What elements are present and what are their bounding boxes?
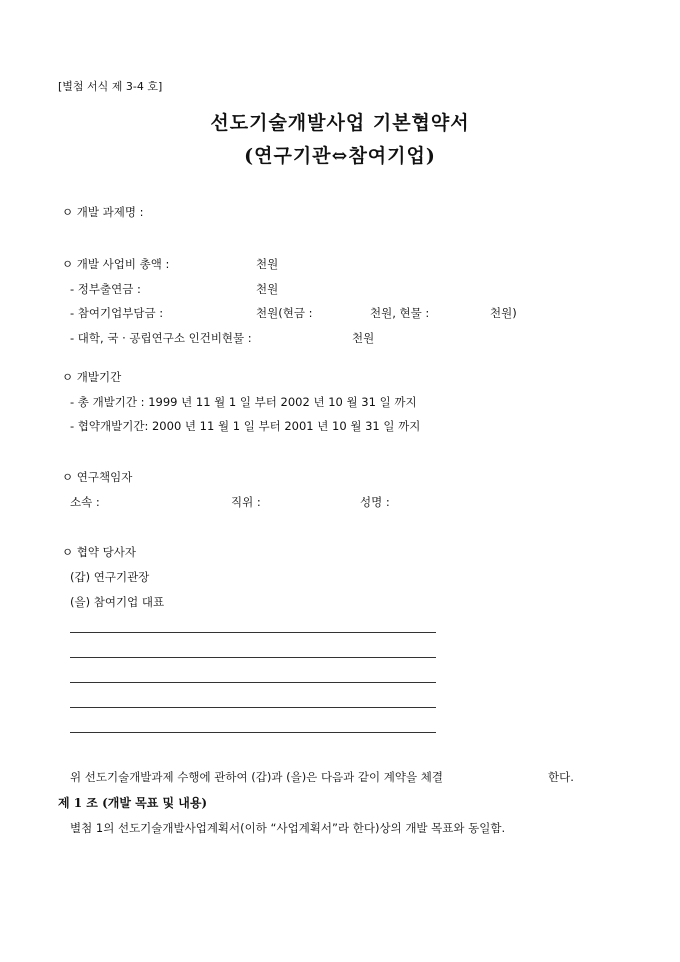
- article-1-title: 제 1 조 (개발 목표 및 내용): [58, 796, 208, 810]
- gov-funding-unit: 천원: [256, 282, 279, 296]
- univ-labor-unit: 천원: [352, 331, 375, 345]
- researcher-affiliation: 소속 :: [70, 495, 100, 509]
- party-a: (갑) 연구기관장: [70, 570, 150, 584]
- univ-labor-label: - 대학, 국 · 공립연구소 인건비현물 :: [70, 331, 252, 345]
- budget-total-unit: 천원: [256, 257, 279, 271]
- form-number: [별첨 서식 제 3-4 호]: [58, 80, 163, 93]
- article-1-body: 별첨 1의 선도기술개발사업계획서(이하 “사업계획서”라 한다)상의 개발 목표와 동일함.: [70, 821, 506, 835]
- company-share-label: - 참여기업부담금 :: [70, 306, 164, 320]
- document-title: 선도기술개발사업 기본협약서: [210, 112, 470, 134]
- party-b: (을) 참여기업 대표: [70, 595, 165, 609]
- gov-funding-label: - 정부출연금 :: [70, 282, 141, 296]
- researcher-name: 성명 :: [360, 495, 390, 509]
- parties-heading: ㅇ 협약 당사자: [62, 545, 136, 559]
- task-name-label: ㅇ 개발 과제명 :: [62, 205, 144, 219]
- signature-line: [70, 632, 436, 633]
- signature-line: [70, 732, 436, 733]
- signature-line: [70, 682, 436, 683]
- agreement-statement-end: 한다.: [548, 770, 574, 784]
- document-subtitle: (연구기관⇔참여기업): [244, 145, 436, 167]
- period-heading: ㅇ 개발기간: [62, 370, 122, 384]
- company-share-kind: 천원, 현물 :: [370, 306, 430, 320]
- researcher-heading: ㅇ 연구책임자: [62, 470, 133, 484]
- budget-total-label: ㅇ 개발 사업비 총액 :: [62, 257, 170, 271]
- total-period: - 총 개발기간 : 1999 년 11 월 1 일 부터 2002 년 10 월 31 일 까지: [70, 395, 417, 409]
- company-share-cash: 천원(현금 :: [256, 306, 313, 320]
- signature-line: [70, 657, 436, 658]
- researcher-position: 직위 :: [231, 495, 261, 509]
- agreement-statement: 위 선도기술개발과제 수행에 관하여 (갑)과 (을)은 다음과 같이 계약을 체결: [70, 770, 444, 784]
- agreement-period: - 협약개발기간: 2000 년 11 월 1 일 부터 2001 년 10 월 31 일 까지: [70, 419, 421, 433]
- signature-line: [70, 707, 436, 708]
- company-share-end: 천원): [490, 306, 517, 320]
